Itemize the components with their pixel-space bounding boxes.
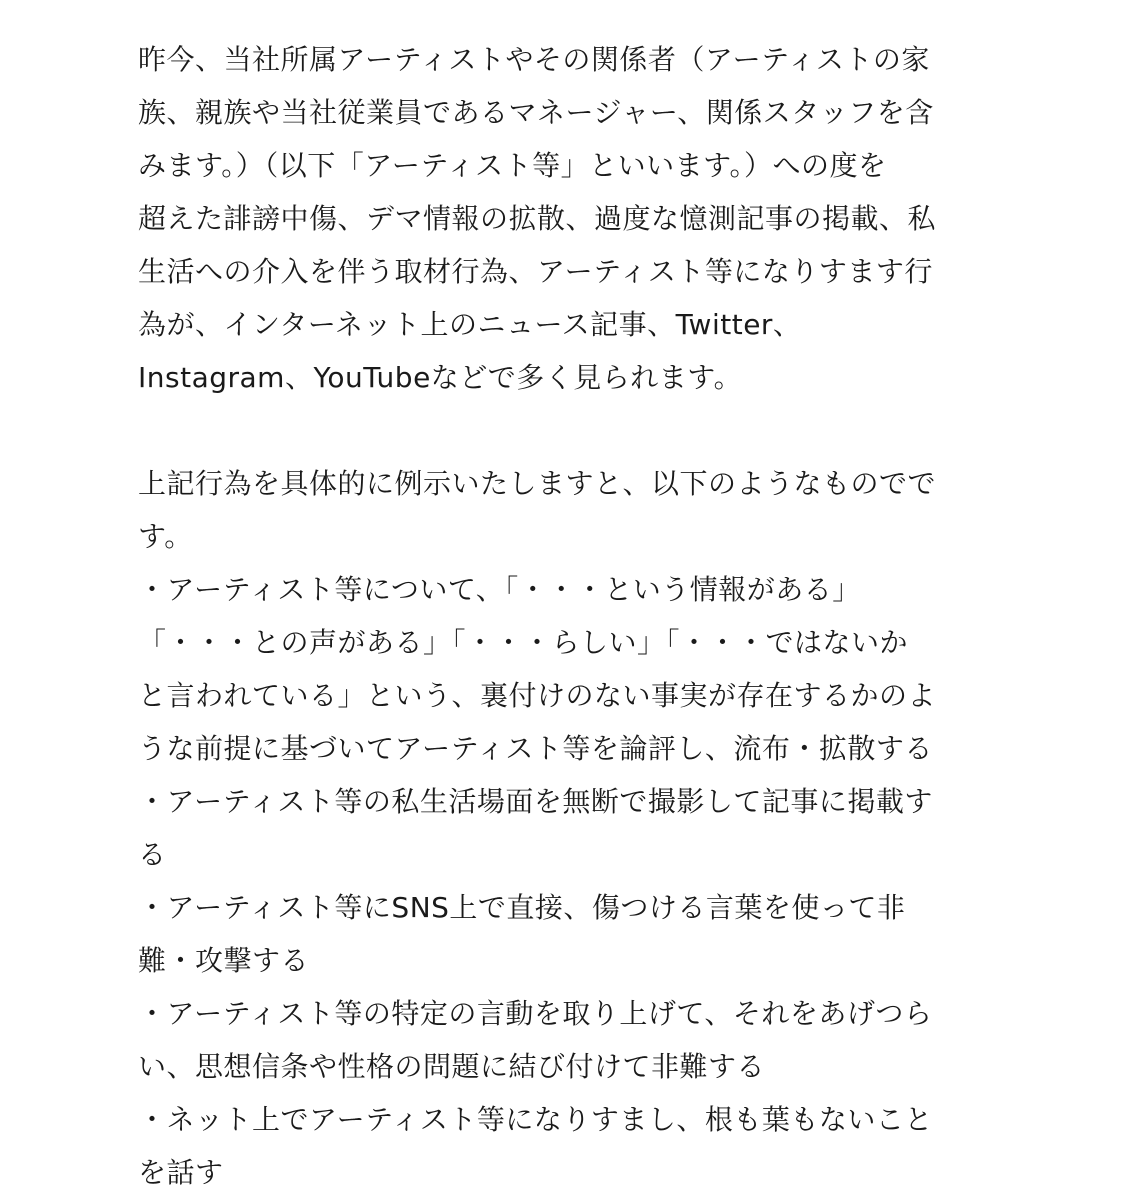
list-item-line: を話す	[138, 1156, 224, 1189]
list-item-line: 「・・・との声がある」「・・・らしい」「・・・ではないか	[138, 626, 909, 659]
list-item-line: うな前提に基づいてアーティスト等を論評し、流布・拡散する	[138, 732, 933, 765]
list-item-line: ・アーティスト等の私生活場面を無断で撮影して記事に掲載す	[138, 785, 933, 818]
article-body	[138, 33, 1048, 1199]
text-line: 昨今、当社所属アーティストやその関係者（アーティストの家	[138, 43, 930, 76]
examples-list	[138, 563, 1048, 1199]
list-item-line: ・アーティスト等にSNS上で直接、傷つける言葉を使って非	[138, 891, 906, 924]
list-item-line: る	[138, 838, 167, 871]
text-line: す。	[138, 520, 193, 553]
paragraph-spacer	[138, 404, 1048, 457]
list-item-line: い、思想信条や性格の問題に結び付けて非難する	[138, 1050, 766, 1083]
list-item-line: 難・攻撃する	[138, 944, 310, 977]
list-item-line: と言われている」という、裏付けのない事実が存在するかのよ	[138, 679, 937, 712]
text-line: 生活への介入を伴う取材行為、アーティスト等になりすます行	[138, 255, 933, 288]
text-line: 超えた誹謗中傷、デマ情報の拡散、過度な憶測記事の掲載、私	[138, 202, 937, 235]
text-line: Instagram、YouTubeなどで多く見られます。	[138, 361, 743, 394]
text-line: 族、親族や当社従業員であるマネージャー、関係スタッフを含	[138, 96, 934, 129]
text-line: 為が、インターネット上のニュース記事、Twitter、	[138, 308, 802, 341]
text-line: 上記行為を具体的に例示いたしますと、以下のようなものでで	[138, 467, 937, 500]
list-item-line: ・アーティスト等について、「・・・という情報がある」	[138, 573, 861, 606]
intro-paragraph	[138, 33, 1048, 404]
list-item-line: ・アーティスト等の特定の言動を取り上げて、それをあげつら	[138, 997, 933, 1030]
examples-intro-paragraph	[138, 457, 1048, 563]
list-item-line: ・ネット上でアーティスト等になりすまし、根も葉もないこと	[138, 1103, 933, 1136]
text-line: みます。）（以下「アーティスト等」といいます。）への度を	[138, 149, 887, 182]
